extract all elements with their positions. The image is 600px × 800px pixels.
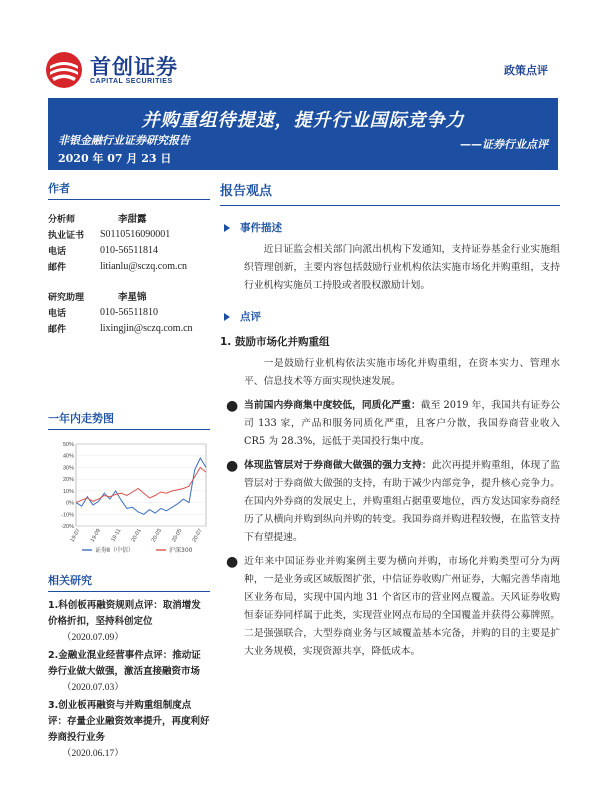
series-line — [76, 458, 206, 514]
x-tick-label: 20-05 — [171, 528, 184, 544]
assistant-phone-label: 电话 — [48, 308, 67, 319]
assistant-name: 李星锦 — [118, 292, 147, 303]
x-tick-label: 20-07 — [191, 528, 204, 544]
report-view-title: 报告观点 — [220, 180, 560, 206]
comment-heading-text: 点评 — [240, 311, 261, 323]
related-item-title[interactable]: 1.科创板再融资规则点评：取消增发价格折扣，坚持科创定位 — [48, 600, 201, 627]
bullet-bold-lead: 体现监管层对于券商做大做强的强力支持： — [244, 460, 432, 471]
assistant-phone-value: 010-56511810 — [100, 306, 158, 318]
chart-section — [48, 410, 210, 430]
company-logo — [44, 50, 178, 90]
event-paragraph: 近日证监会相关部门向派出机构下发通知，支持证券基金行业实施组织管理创新，主要内容包括鼓励行业机构依法实施市场化并购重组，支持行业机构实施员工持股或者股权激励计划。 — [244, 244, 560, 291]
bullet-dot-icon: ● — [226, 398, 239, 414]
bullet-paragraph — [244, 457, 560, 547]
logo-english-name: CAPITAL SECURITIES — [90, 77, 173, 85]
email-value[interactable]: litianlu@sczq.com.cn — [100, 260, 187, 272]
cert-row — [48, 226, 210, 242]
bullet-text: 截至 2019 年，我国共有证券公司 133 家，产品和服务同质化严重，且客户分散，我国券商营业收入 CR5 为 28.3%，远低于美国投行集中度。 — [244, 400, 560, 447]
point1-paragraph: 一是鼓励行业机构依法实施市场化并购重组，在资本实力、管理水平、信息技术等方面实现快速发展。 — [244, 358, 560, 387]
report-category: ——证券行业点评 — [460, 138, 548, 151]
x-tick-label: 19-09 — [89, 528, 103, 544]
assistant-email-label: 邮件 — [48, 324, 67, 335]
report-title: 并购重组待提速，提升行业国际竞争力 — [141, 110, 465, 131]
related-item-date: （2020.07.09） — [62, 633, 124, 643]
related-item-date: （2020.06.17） — [62, 749, 124, 759]
assistant-email-value[interactable]: lixingjin@sczq.com.cn — [100, 322, 193, 334]
x-tick-label: 19-11 — [110, 528, 123, 543]
bullet-dot-icon: ● — [226, 458, 239, 474]
x-tick-label: 20-03 — [150, 528, 164, 544]
bullet-bold-lead: 当前国内券商集中度较低，同质化严重： — [244, 400, 421, 411]
cert-label: 执业证书 — [48, 230, 85, 241]
event-heading-text: 事件描述 — [240, 222, 282, 234]
y-tick-label: 20% — [62, 477, 74, 484]
bullet-text: 此次再提并购重组，体现了监管层对于券商做大做强的支持，有助于减少内部竞争，提升核心竞争力。在国内外券商的发展史上，并购重组占据重要地位，西方发达国家券商经历了从横向并购到纵向并购的转变。我国券商并购进程较慢，在监管支持下有望提速。 — [244, 460, 561, 543]
assistant-phone-row — [48, 304, 210, 320]
related-list — [48, 598, 210, 762]
assistant-label: 研究助理 — [48, 292, 85, 303]
report-date: 2020 年 07 月 23 日 — [58, 152, 172, 165]
phone-value: 010-56511814 — [100, 244, 158, 256]
arrow-right-icon — [224, 224, 230, 232]
bullet-dot-icon: ● — [226, 554, 239, 570]
trend-chart — [48, 438, 210, 558]
y-tick-label: 0% — [66, 500, 74, 507]
logo-emblem-icon — [44, 50, 84, 90]
report-body — [220, 180, 560, 661]
author-heading: 作者 — [48, 180, 210, 200]
point1-heading: 1. 鼓励市场化并购重组 — [220, 336, 330, 348]
email-label: 邮件 — [48, 262, 67, 273]
y-tick-label: 10% — [62, 488, 74, 495]
comment-heading — [220, 309, 560, 324]
bullet-paragraph — [244, 397, 560, 451]
cert-value: S0110516090001 — [100, 228, 171, 240]
plot-frame — [76, 444, 206, 526]
bullet-item — [220, 397, 560, 451]
analyst-row — [48, 210, 210, 226]
phone-label: 电话 — [48, 246, 67, 257]
author-panel — [48, 180, 210, 336]
email-row — [48, 258, 210, 274]
related-research — [48, 572, 210, 764]
series-line — [76, 467, 206, 502]
event-heading — [220, 220, 560, 235]
x-tick-label: 20-01 — [130, 528, 143, 544]
bullet-paragraph: 近年来中国证券业并购案例主要为横向并购，市场化并购类型可分为两种，一是业务或区域版图扩张，中信证券收购广州证券，大幅完善华南地区业务布局，实现中国内地 31 个省区市的营业网点覆盖。天风证券收购恒泰证券同样属于此类，实现营业网点布局的全国覆盖并获得公募牌照。二是强强联合，大型券商业务与区域覆盖基本完备，并购的目的主要是扩大业务规模，实现资源共享，降低成本。 — [244, 556, 560, 657]
report-subtitle: 非银金融行业证券研究报告 — [58, 134, 190, 147]
phone-row — [48, 242, 210, 258]
related-heading: 相关研究 — [48, 572, 210, 592]
y-tick-label: 40% — [62, 453, 74, 460]
legend-label: 证券Ⅱ（中信） — [95, 547, 134, 554]
y-tick-label: 30% — [62, 465, 74, 472]
chart-heading: 一年内走势图 — [48, 410, 210, 430]
y-tick-label: 50% — [62, 442, 74, 448]
assistant-email-row — [48, 320, 210, 336]
related-item[interactable] — [48, 648, 210, 696]
related-item[interactable] — [48, 698, 210, 762]
x-tick-label: 19-07 — [69, 528, 82, 544]
related-item-title[interactable]: 3.创业板再融资与并购重组制度点评：存量企业融资效率提升，再度利好券商投行业务 — [48, 700, 210, 743]
y-tick-label: -10% — [61, 512, 74, 519]
related-item-date: （2020.07.03） — [62, 683, 124, 693]
bullet-item — [220, 457, 560, 547]
trend-chart-svg — [48, 438, 210, 558]
bullet-item — [220, 553, 560, 661]
analyst-label: 分析师 — [48, 214, 76, 225]
assistant-row — [48, 288, 210, 304]
related-item[interactable] — [48, 598, 210, 646]
report-type-label: 政策点评 — [504, 64, 548, 77]
related-item-title[interactable]: 2.金融业混业经营事件点评：推动证券行业做大做强，激活直接融资市场 — [48, 650, 201, 677]
arrow-right-icon — [224, 313, 230, 321]
analyst-name: 李甜露 — [118, 214, 147, 225]
legend-label: 沪深300 — [169, 547, 193, 554]
y-tick-label: -20% — [61, 524, 74, 530]
title-banner — [48, 98, 558, 170]
logo-chinese-name: 首创证券 — [90, 54, 178, 79]
